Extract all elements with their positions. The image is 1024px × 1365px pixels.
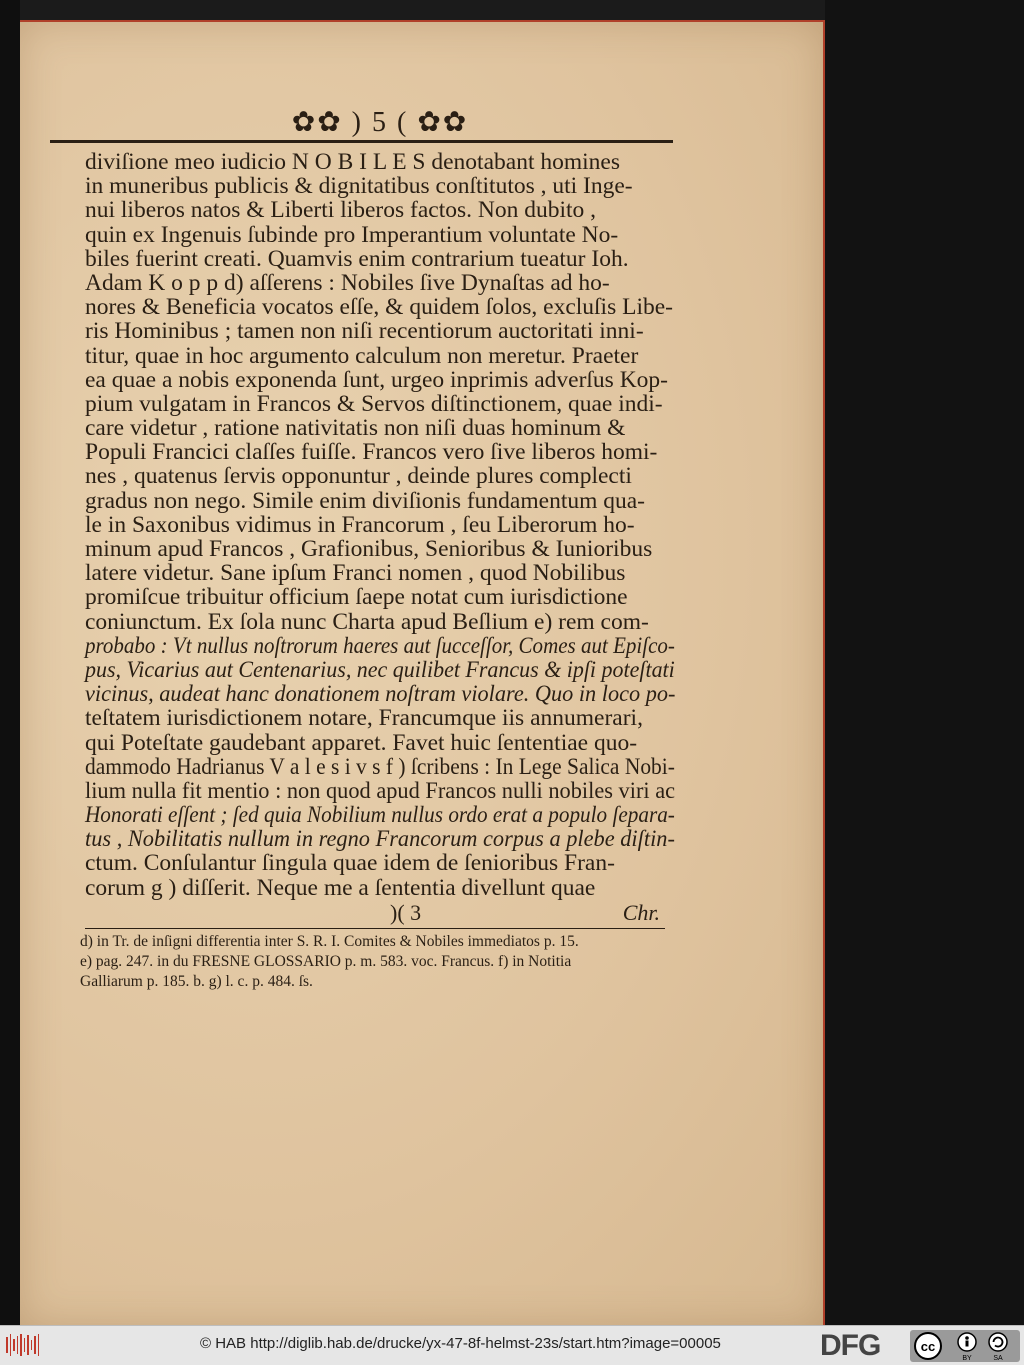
footnote-line: d) in Tr. de inſigni differentia inter S. R. I. Comites & Nobiles immediatos p. 15. [80,933,579,950]
text-line: quin ex Ingenuis ſubinde pro Imperantium voluntate No- [85,221,619,248]
text-line: coniunctum. Ex ſola nunc Charta apud Beſlium e) rem com- [85,608,649,635]
text-line: diviſione meo iudicio N O B I L E S denotabant homines [85,149,620,175]
text-line: tus , Nobilitatis nullum in regno Francorum corpus a plebe diſtin- [85,826,675,853]
svg-text:SA: SA [993,1355,1003,1362]
text-line: corum g ) diſſerit. Neque me a ſententia divellunt quae [85,874,596,901]
text-line: ris Hominibus ; tamen non niſi recentiorum auctoritati inni- [85,318,644,345]
svg-text:cc: cc [920,1339,936,1354]
signature-mark: )( 3 [390,900,422,925]
text-line: lium nulla fit mentio : non quod apud Francos nulli nobiles viri ac [85,777,676,804]
catchword: Chr. [622,900,660,925]
text-line: dammodo Hadrianus V a l e s i v s f ) ſcribens : In Lege Salica Nobi- [85,753,675,780]
text-line: nes , quatenus ſervis opponuntur , deinde plures complecti [85,463,632,490]
text-line: minum apud Francos , Grafionibus, Senioribus & Iunioribus [85,536,653,562]
body-text [85,150,675,900]
footer-bar [0,1325,1024,1365]
text-line: biles fuerint creati. Quamvis enim contrarium tueatur Ioh. [85,245,629,272]
cc-license-icon[interactable] [910,1330,1020,1362]
text-line: Adam K o p p d) aſſerens : Nobiles ſive Dynaſtas ad ho- [85,269,610,296]
page-header-ornament: ✿✿ ) 5 ( ✿✿ [291,107,469,138]
copyright-link[interactable]: © HAB http://diglib.hab.de/drucke/yx-47-8f-helmst-23s/start.htm?image=00005 [200,1335,721,1352]
footnote-rule [85,928,665,929]
text-line: ctum. Conſulantur ſingula quae idem de ſenioribus Fran- [85,850,615,877]
footnote-line: Galliarum p. 185. b. g) l. c. p. 484. ſs. [80,973,313,990]
text-line: qui Poteſtate gaudebant apparet. Favet huic ſententiae quo- [85,729,638,756]
text-line: promiſcue tribuitur officium ſaepe notat cum iurisdictione [85,584,628,611]
svg-text:BY: BY [962,1355,972,1362]
text-line: gradus non nego. Simile enim diviſionis fundamentum qua- [85,487,646,514]
text-line: vicinus, audeat hanc donationem noſtram violare. Quo in loco po- [85,681,676,708]
text-line: titur, quae in hoc argumento calculum non meretur. Praeter [85,342,639,369]
footnote-line: e) pag. 247. in du FRESNE GLOSSARIO p. m. 583. voc. Francus. f) in Notitia [80,953,572,970]
text-line: nui liberos natos & Liberti liberos factos. Non dubito , [85,197,597,224]
barcode-icon [6,1334,40,1356]
signature-line [85,900,660,924]
footnotes [80,932,680,992]
right-margin-bar [825,0,1024,1325]
text-line: le in Saxonibus vidimus in Francorum , ſeu Liberorum ho- [85,511,635,538]
text-line: care videtur , ratione nativitatis non niſi duas hominum & [85,415,626,442]
text-line: Honorati eſſent ; ſed quia Nobilium nullus ordo erat a populo ſepara- [85,802,675,829]
text-line: in muneribus publicis & dignitatibus conſtitutos , uti Inge- [85,173,633,200]
left-margin-bar [0,0,20,1325]
text-line: pium vulgatam in Francos & Servos diſtinctionem, quae indi- [85,390,663,417]
text-line: Populi Francici claſſes fuiſſe. Francos vero ſive liberos homi- [85,439,658,466]
scanned-page [20,20,825,1327]
text-line: teſtatem iurisdictionem notare, Francumque iis annumerari, [85,705,643,732]
text-line: ea quae a nobis exponenda ſunt, urgeo inprimis adverſus Kop- [85,366,669,393]
dfg-logo[interactable]: DFG [820,1329,881,1362]
text-line: pus, Vicarius aut Centenarius, nec quilibet Francus & ipſi poteſtati [85,656,675,683]
text-line: nores & Beneficia vocatos eſſe, & quidem ſolos, excluſis Libe- [85,294,673,321]
text-line: probabo : Vt nullus noſtrorum haeres aut ſucceſſor, Comes aut Epiſco- [85,632,675,659]
text-line: latere videtur. Sane ipſum Franci nomen , quod Nobilibus [85,560,626,587]
header-rule [50,140,673,143]
